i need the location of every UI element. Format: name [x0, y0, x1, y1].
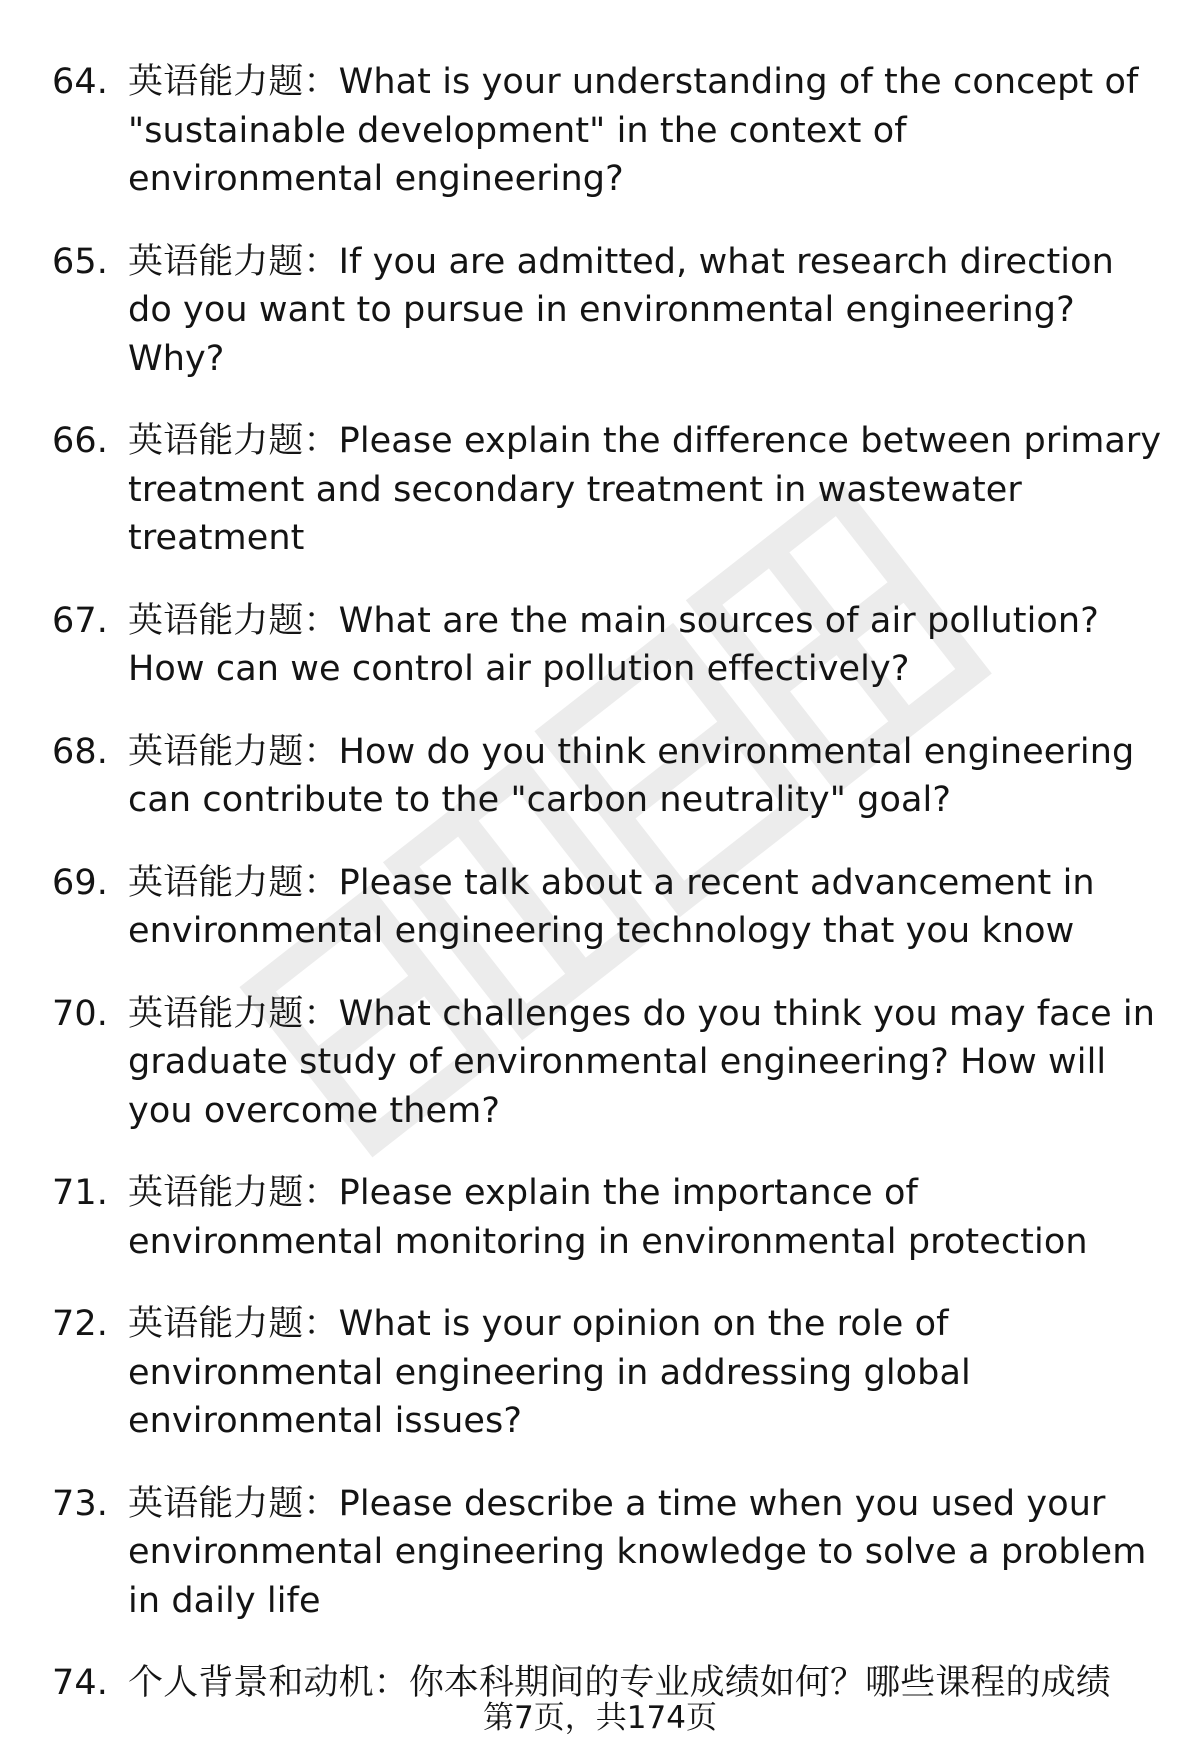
question-item — [52, 597, 1162, 694]
question-list — [52, 58, 1162, 1742]
question-category: 个人背景和动机： — [128, 1663, 409, 1703]
question-item — [52, 1480, 1162, 1626]
question-number: 73. — [52, 1483, 108, 1524]
question-number: 69. — [52, 862, 108, 903]
question-number: 72. — [52, 1304, 108, 1344]
question-text: Please describe a time when you used your environmental engineering knowledge to solve a problem in daily life — [128, 1483, 1147, 1621]
question-text: 你本科期间的专业成绩如何？哪些课程的成绩 — [408, 1663, 1111, 1703]
question-text: How do you think environmental engineering can contribute to the "carbon neutrality" goal? — [128, 731, 1135, 820]
question-text: What is your opinion on the role of environmental engineering in addressing global environmental issues? — [128, 1304, 971, 1441]
question-category: 英语能力题： — [128, 62, 339, 102]
question-item — [52, 417, 1162, 563]
question-item — [52, 990, 1162, 1136]
question-item — [52, 728, 1162, 825]
question-category: 英语能力题： — [128, 421, 339, 461]
page-number-label: 第7页，共174页 — [483, 1700, 717, 1736]
question-category: 英语能力题： — [128, 600, 339, 641]
question-category: 英语能力题： — [128, 1173, 339, 1213]
question-category: 英语能力题： — [128, 993, 339, 1034]
page-footer — [0, 1698, 1200, 1738]
question-text: What are the main sources of air pollution? How can we control air pollution effectively? — [128, 600, 1099, 689]
question-category: 英语能力题： — [128, 241, 339, 282]
question-text: If you are admitted, what research direction do you want to pursue in environmental engineering? Why? — [128, 241, 1114, 379]
question-category: 英语能力题： — [128, 731, 339, 772]
question-number: 65. — [52, 241, 108, 282]
question-item — [52, 58, 1162, 204]
question-text: Please explain the difference between primary treatment and secondary treatment in wastewater treatment — [128, 421, 1162, 558]
question-item — [52, 859, 1162, 956]
question-number: 64. — [52, 62, 108, 102]
question-text: What challenges do you think you may face in graduate study of environmental engineering? How will you overcome them? — [128, 993, 1156, 1131]
question-category: 英语能力题： — [128, 1483, 339, 1524]
question-category: 英语能力题： — [128, 1304, 339, 1344]
question-number: 71. — [52, 1173, 108, 1213]
question-number: 67. — [52, 600, 108, 641]
question-number: 68. — [52, 731, 108, 772]
question-category: 英语能力题： — [128, 862, 339, 903]
question-number: 70. — [52, 993, 108, 1034]
question-text: Please talk about a recent advancement in environmental engineering technology that you know — [128, 862, 1095, 951]
question-text: What is your understanding of the concept of "sustainable development" in the context of environmental engineering? — [128, 62, 1139, 199]
question-item — [52, 1169, 1162, 1266]
question-item — [52, 238, 1162, 384]
question-number: 66. — [52, 421, 108, 461]
question-number: 74. — [52, 1663, 108, 1703]
question-item — [52, 1300, 1162, 1446]
question-text: Please explain the importance of environmental monitoring in environmental protection — [128, 1173, 1088, 1262]
